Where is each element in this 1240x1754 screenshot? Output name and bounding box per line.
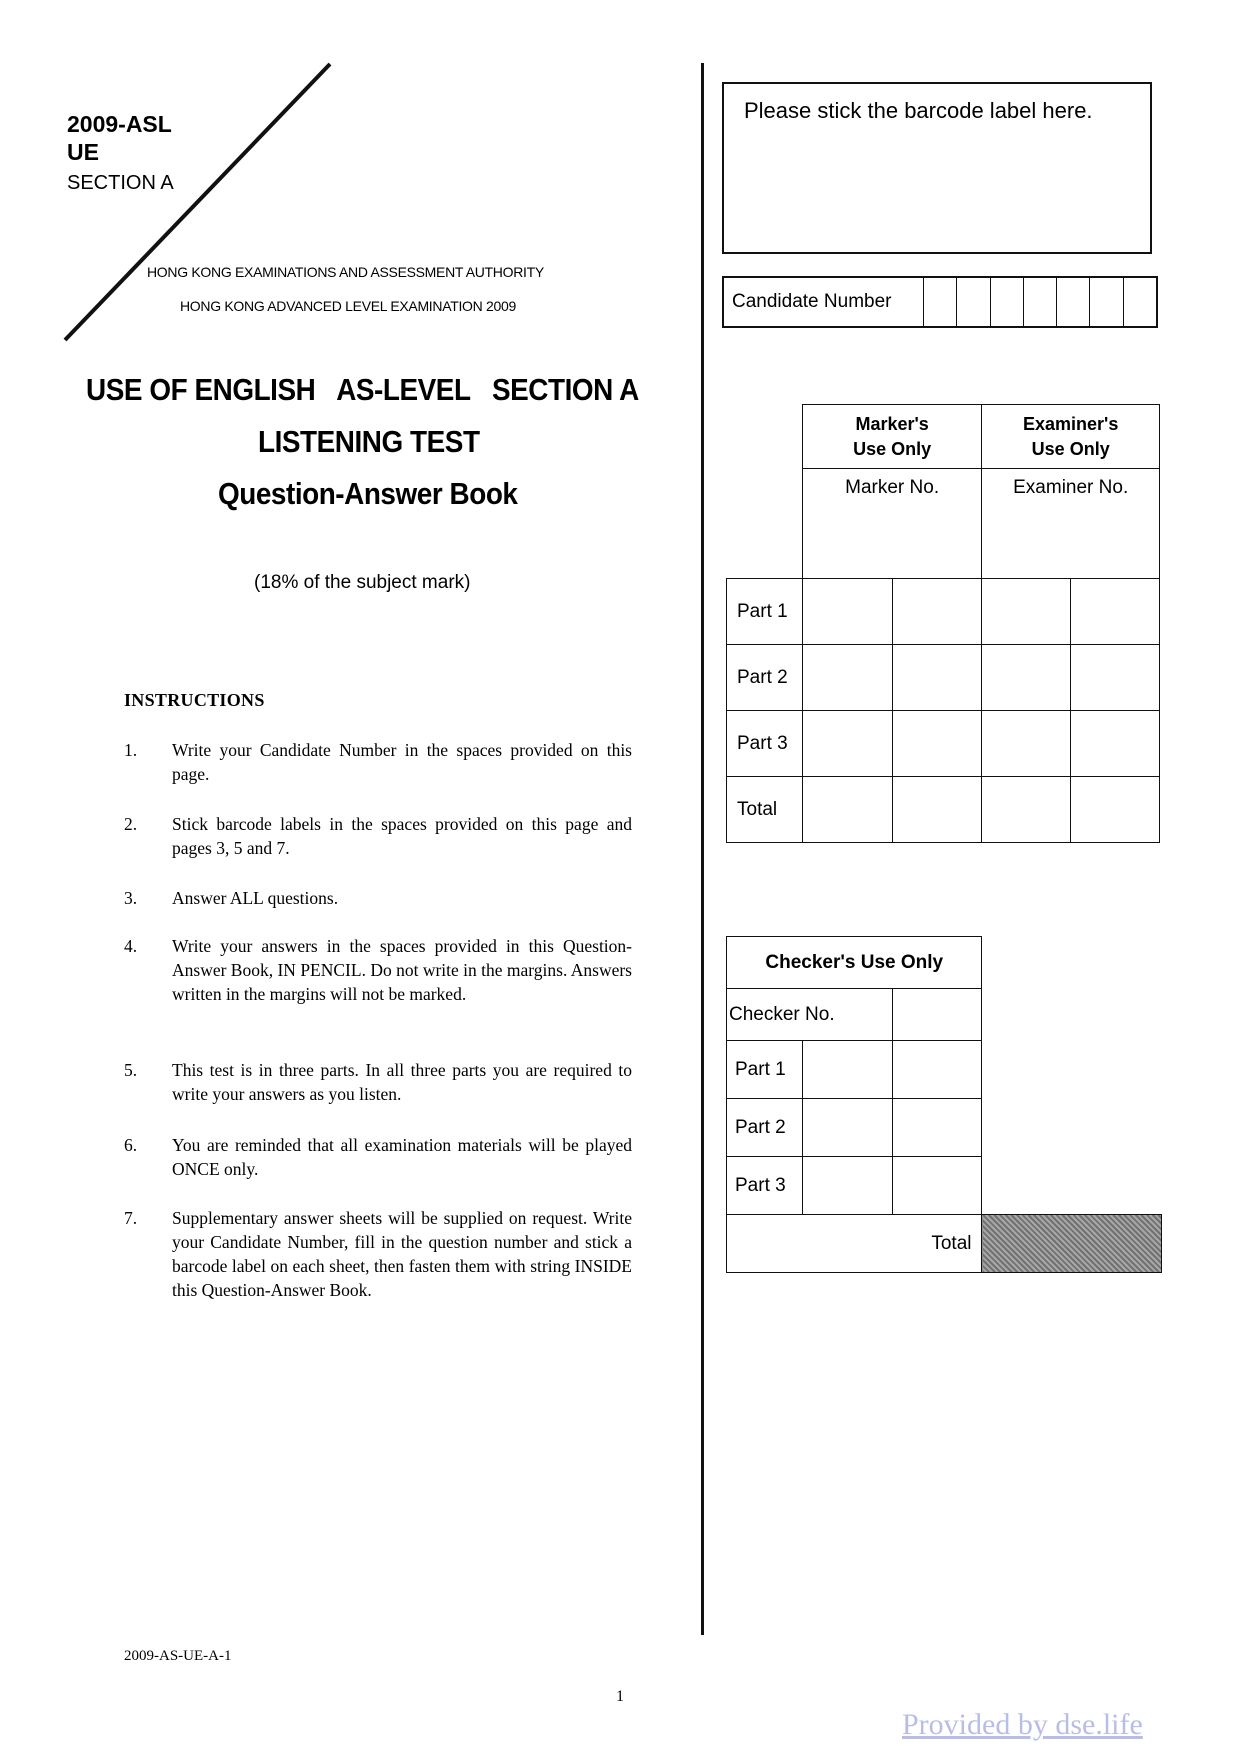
barcode-label-area	[722, 82, 1152, 254]
instruction-number: 2.	[124, 814, 138, 834]
book-title: Question-Answer Book	[218, 476, 518, 511]
marker-header-line2: Use Only	[853, 438, 932, 459]
row-label-total: Total	[727, 777, 803, 843]
instruction-number: 3.	[124, 888, 138, 908]
marker-use-header	[802, 405, 982, 469]
instructions-heading: INSTRUCTIONS	[124, 690, 265, 710]
marker-header-line1: Marker's	[855, 413, 929, 434]
shaded-total-cell	[982, 1215, 1162, 1273]
score-cell[interactable]	[1071, 711, 1160, 777]
instruction-text: This test is in three parts. In all three parts you are required to write your answers as you listen.	[172, 1060, 632, 1104]
candidate-digit-cell[interactable]	[1024, 278, 1057, 326]
row-label-part-2: Part 2	[727, 645, 803, 711]
watermark-link[interactable]: Provided by dse.life	[902, 1708, 1143, 1741]
checker-cell[interactable]	[802, 1041, 892, 1099]
instruction-number: 4.	[124, 936, 138, 956]
candidate-digit-cell[interactable]	[1057, 278, 1090, 326]
barcode-label-text: Please stick the barcode label here.	[744, 98, 1093, 123]
marker-examiner-table	[726, 404, 1160, 843]
candidate-digit-cell[interactable]	[1124, 278, 1156, 326]
score-cell[interactable]	[982, 777, 1071, 843]
candidate-number-box	[722, 276, 1158, 328]
instruction-text: You are reminded that all examination materials will be played ONCE only.	[172, 1135, 632, 1179]
score-cell[interactable]	[892, 579, 982, 645]
marker-no-cell[interactable]: Marker No.	[802, 469, 982, 579]
checker-total-label: Total	[727, 1215, 982, 1273]
score-cell[interactable]	[802, 645, 892, 711]
score-cell[interactable]	[1071, 777, 1160, 843]
score-cell[interactable]	[982, 645, 1071, 711]
checker-row-part-2: Part 2	[727, 1099, 803, 1157]
score-cell[interactable]	[802, 579, 892, 645]
instruction-text: Answer ALL questions.	[172, 888, 339, 908]
row-label-part-1: Part 1	[727, 579, 803, 645]
candidate-digit-cell[interactable]	[1090, 278, 1123, 326]
authority-name: HONG KONG EXAMINATIONS AND ASSESSMENT AUTHORITY	[147, 264, 544, 280]
subject-code-year: 2009-ASL	[67, 111, 172, 137]
instruction-number: 1.	[124, 740, 138, 760]
exam-name: HONG KONG ADVANCED LEVEL EXAMINATION 2009	[180, 298, 516, 314]
score-cell[interactable]	[892, 711, 982, 777]
checker-row-part-3: Part 3	[727, 1157, 803, 1215]
score-cell[interactable]	[802, 711, 892, 777]
instruction-text: Supplementary answer sheets will be supplied on request. Write your Candidate Number, fill in the question number and stick a barcode label on each sheet, then fasten them with string INSIDE this Question-Answer Book.	[172, 1208, 632, 1300]
instruction-text: Write your Candidate Number in the spaces provided on this page.	[172, 740, 632, 784]
score-cell[interactable]	[982, 579, 1071, 645]
checker-row-part-1: Part 1	[727, 1041, 803, 1099]
paper-title: USE OF ENGLISH AS-LEVEL SECTION A	[86, 372, 639, 407]
examiner-header-line1: Examiner's	[1023, 413, 1119, 434]
checker-cell[interactable]	[802, 1099, 892, 1157]
score-cell[interactable]	[982, 711, 1071, 777]
checker-table	[726, 936, 1162, 1273]
subject-weight: (18% of the subject mark)	[254, 572, 471, 593]
examiner-no-cell[interactable]: Examiner No.	[982, 469, 1160, 579]
score-cell[interactable]	[892, 645, 982, 711]
instruction-text: Stick barcode labels in the spaces provided on this page and pages 3, 5 and 7.	[172, 814, 632, 858]
checker-cell[interactable]	[892, 1041, 982, 1099]
page-number: 1	[616, 1688, 624, 1705]
subject-code: UE	[67, 139, 99, 165]
examiner-header-line2: Use Only	[1031, 438, 1110, 459]
instruction-text: Write your answers in the spaces provided in this Question-Answer Book, IN PENCIL. Do not write in the margins. Answers written in the margins will not be marked.	[172, 936, 632, 1004]
instruction-number: 7.	[124, 1208, 138, 1228]
score-cell[interactable]	[802, 777, 892, 843]
examiner-use-header	[982, 405, 1160, 469]
instruction-number: 5.	[124, 1060, 138, 1080]
page-divider	[701, 63, 704, 1635]
candidate-number-label: Candidate Number	[724, 278, 924, 326]
checker-cell[interactable]	[892, 1099, 982, 1157]
section-label: SECTION A	[67, 172, 174, 194]
paper-code-footer: 2009-AS-UE-A-1	[124, 1648, 232, 1664]
candidate-digit-cell[interactable]	[924, 278, 957, 326]
score-cell[interactable]	[1071, 645, 1160, 711]
candidate-digit-cell[interactable]	[957, 278, 990, 326]
score-cell[interactable]	[892, 777, 982, 843]
score-cell[interactable]	[1071, 579, 1160, 645]
checker-no-cell[interactable]	[892, 989, 982, 1041]
candidate-digit-cell[interactable]	[991, 278, 1024, 326]
checker-no-label: Checker No.	[727, 989, 893, 1041]
instruction-number: 6.	[124, 1135, 138, 1155]
checker-use-header: Checker's Use Only	[727, 937, 982, 989]
test-title: LISTENING TEST	[258, 424, 480, 459]
row-label-part-3: Part 3	[727, 711, 803, 777]
checker-cell[interactable]	[892, 1157, 982, 1215]
checker-cell[interactable]	[802, 1157, 892, 1215]
